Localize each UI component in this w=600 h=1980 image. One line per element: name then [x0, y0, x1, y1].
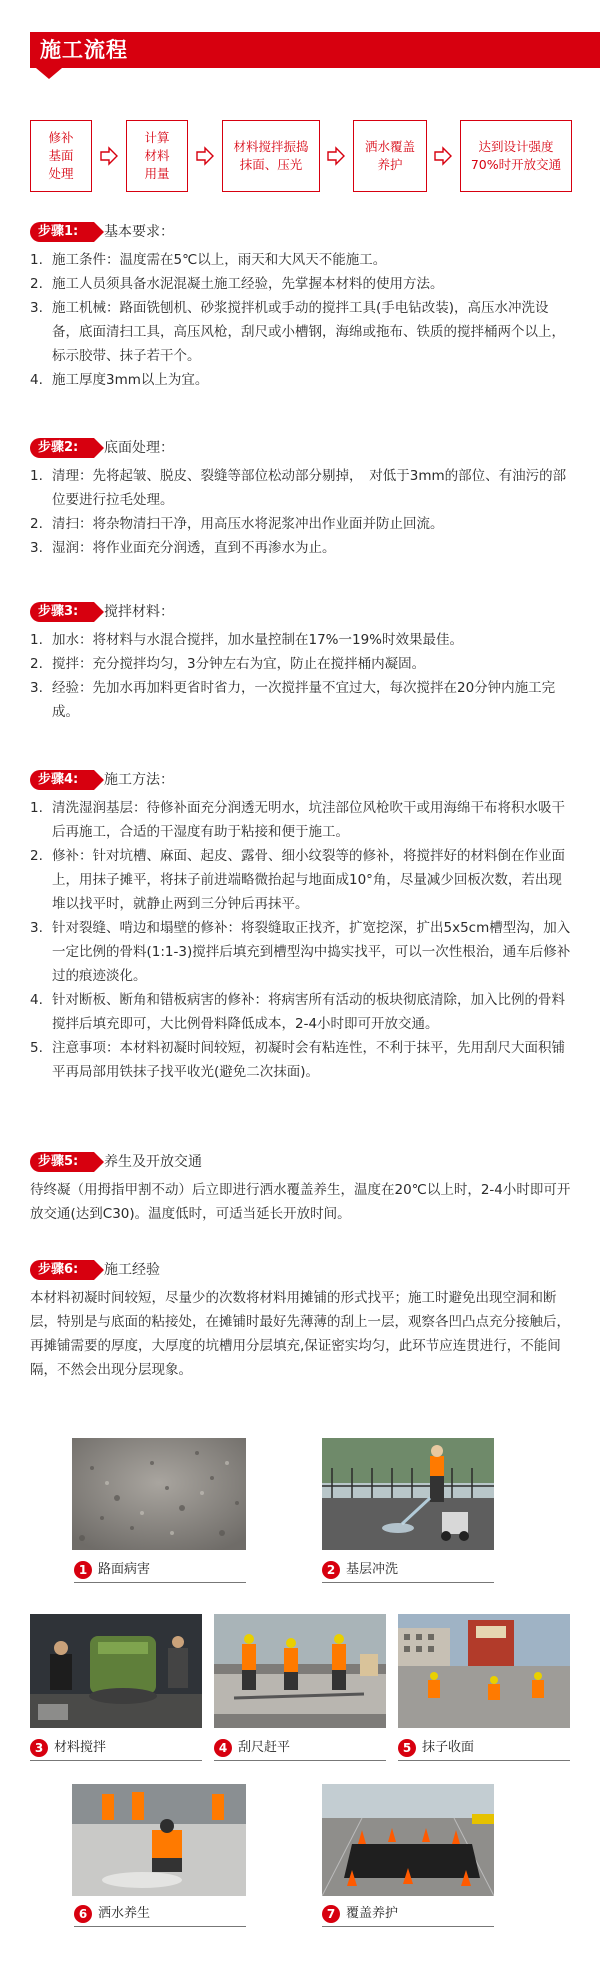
- step-badge: 步骤6:: [30, 1260, 94, 1280]
- list-item: 2. 修补：针对坑槽、麻面、起皮、露骨、细小纹裂等的修补，将搅拌好的材料倒在作业面上，用抹子摊平，将抹子前进端略微抬起与地面成10°角，尽量减少回板次数，若出现堆以找平时，就静止两到三分钟后再抹平。: [30, 848, 565, 912]
- step-title: 搅拌材料：: [104, 604, 174, 620]
- list-item: 1. 施工条件：温度需在5℃以上，雨天和大风天不能施工。: [30, 252, 387, 268]
- photo-base-washing: [322, 1438, 494, 1550]
- step-3: [30, 602, 575, 724]
- page-title: 施工流程: [40, 38, 128, 62]
- flow-step-2: 计算 材料 用量: [126, 120, 188, 192]
- list-item: 1. 清理：先将起皱、脱皮、裂缝等部位松动部分剔掉， 对低于3mm的部位、有油污的部位要进行拉毛处理。: [30, 468, 567, 508]
- section-title-bar: [30, 32, 600, 68]
- step-badge: 步骤5:: [30, 1152, 94, 1172]
- photo-caption-3: 3 材料搅拌: [30, 1738, 106, 1758]
- flow-arrow-icon: [327, 146, 345, 166]
- list-item: 3. 经验：先加水再加料更省时省力，一次搅拌量不宜过大，每次搅拌在20分钟内施工完成。: [30, 680, 556, 720]
- list-item: 4. 施工厚度3mm以上为宜。: [30, 372, 209, 388]
- list-item: 5. 注意事项：本材料初凝时间较短，初凝时会有粘连性，不利于抹平，先用刮尺大面积铺平再局部用铁抹子找平收光(避免二次抹面)。: [30, 1040, 565, 1080]
- step-paragraph: 本材料初凝时间较短，尽量少的次数将材料用摊铺的形式找平；施工时避免出现空洞和断层，特别是与底面的粘接处，在摊铺时最好先薄薄的刮上一层，观察各凹凸点充分接触后，再摊铺需要的厚度，大厚度的坑槽用分层填充,保证密实均匀，此环节应连贯进行，不能间隔，不然会出现分层现象。: [30, 1290, 570, 1378]
- step-title: 施工方法：: [104, 772, 174, 788]
- photo-cover-curing: [322, 1784, 494, 1896]
- photo-road-defect: [72, 1438, 246, 1550]
- flow-step-5: 达到设计强度 70%时开放交通: [460, 120, 572, 192]
- photo-troweling: [398, 1614, 570, 1728]
- caption-underline: [322, 1926, 494, 1927]
- flow-arrow-icon: [100, 146, 118, 166]
- photo-caption-1: 1 路面病害: [74, 1560, 150, 1580]
- list-item: 3. 针对裂缝、啃边和塌壁的修补：将裂缝取正找齐，扩宽挖深，扩出5x5cm槽型沟，加入一定比例的骨料(1:1-3)搅拌后填充到槽型沟中捣实找平，可以一次性根治，通车后修补过的痕迹淡化。: [30, 920, 571, 984]
- photo-caption-5: 5 抹子收面: [398, 1738, 474, 1758]
- list-item: 3. 施工机械：路面铣刨机、砂浆搅拌机或手动的搅拌工具(手电钻改装)，高压水冲洗设备，底面清扫工具，高压风枪，刮尺或小槽钢，海绵或拖布、铁质的搅拌桶两个以上，标示胶带、抹子若干个。: [30, 300, 565, 364]
- caption-underline: [74, 1926, 246, 1927]
- caption-underline: [322, 1582, 494, 1583]
- step-title: 养生及开放交通: [104, 1154, 202, 1170]
- step-badge: 步骤1:: [30, 222, 94, 242]
- step-badge: 步骤4:: [30, 770, 94, 790]
- process-flow: [30, 120, 575, 196]
- caption-underline: [214, 1760, 386, 1761]
- photo-material-mixing: [30, 1614, 202, 1728]
- flow-arrow-icon: [434, 146, 452, 166]
- step-badge: 步骤3:: [30, 602, 94, 622]
- step-5: [30, 1152, 575, 1226]
- photo-caption-4: 4 刮尺赶平: [214, 1738, 290, 1758]
- caption-underline: [30, 1760, 202, 1761]
- caption-underline: [74, 1582, 246, 1583]
- list-item: 1. 加水：将材料与水混合搅拌，加水量控制在17%一19%时效果最佳。: [30, 632, 464, 648]
- flow-step-1: 修补 基面 处理: [30, 120, 92, 192]
- step-title: 施工经验: [104, 1262, 160, 1278]
- caption-underline: [398, 1760, 570, 1761]
- step-title: 底面处理：: [104, 440, 174, 456]
- step-4: [30, 770, 575, 1084]
- step-badge: 步骤2:: [30, 438, 94, 458]
- photo-water-curing: [72, 1784, 246, 1896]
- list-item: 4. 针对断板、断角和错板病害的修补：将病害所有活动的板块彻底清除，加入比例的骨料搅拌后填充即可，大比例骨料降低成本，2-4小时即可开放交通。: [30, 992, 565, 1032]
- flow-step-4: 洒水覆盖 养护: [353, 120, 427, 192]
- flow-step-3: 材料搅拌振捣 抹面、压光: [222, 120, 320, 192]
- list-item: 3. 湿润：将作业面充分润透，直到不再渗水为止。: [30, 540, 336, 556]
- step-paragraph: 待终凝（用拇指甲割不动）后立即进行洒水覆盖养生，温度在20℃以上时，2-4小时即可开放交通(达到C30)。温度低时，可适当延长开放时间。: [30, 1182, 571, 1222]
- title-notch: [36, 68, 62, 79]
- photo-screeding: [214, 1614, 386, 1728]
- step-2: [30, 438, 575, 560]
- photo-caption-7: 7 覆盖养护: [322, 1904, 398, 1924]
- step-6: [30, 1260, 575, 1382]
- list-item: 2. 清扫：将杂物清扫干净，用高压水将泥浆冲出作业面并防止回流。: [30, 516, 444, 532]
- photo-caption-6: 6 洒水养生: [74, 1904, 150, 1924]
- list-item: 1. 清洗湿润基层：待修补面充分润透无明水，坑洼部位风枪吹干或用海绵干布将积水吸干后再施工，合适的干湿度有助于粘接和便于施工。: [30, 800, 565, 840]
- step-title: 基本要求：: [104, 224, 174, 240]
- photo-caption-2: 2 基层冲洗: [322, 1560, 398, 1580]
- list-item: 2. 搅拌：充分搅拌均匀，3分钟左右为宜，防止在搅拌桶内凝固。: [30, 656, 426, 672]
- flow-arrow-icon: [196, 146, 214, 166]
- list-item: 2. 施工人员须具备水泥混凝土施工经验，先掌握本材料的使用方法。: [30, 276, 444, 292]
- step-1: [30, 222, 575, 392]
